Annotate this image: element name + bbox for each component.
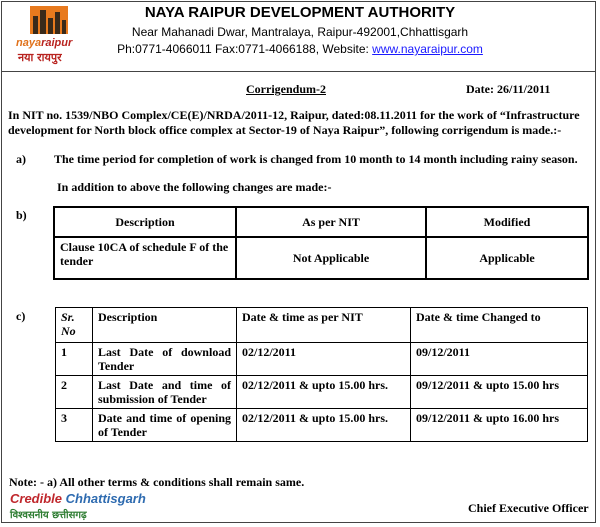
additional-changes: In addition to above the following changes are made:- [57, 180, 332, 194]
org-name: NAYA RAIPUR DEVELOPMENT AUTHORITY [144, 4, 456, 21]
contact-text: Ph:0771-4066011 Fax:0771-4066188, Website: [117, 42, 373, 56]
clause-header-description: Description [54, 207, 236, 237]
signatory: Chief Executive Officer [468, 501, 589, 515]
row-nit-date: 02/12/2011 [237, 343, 411, 376]
clause-header-as-per-nit: As per NIT [236, 207, 426, 237]
row-description: Last Date and time of submission of Tender [93, 376, 237, 409]
row-changed-date: 09/12/2011 & upto 16.00 hrs [411, 409, 588, 442]
dates-header-changed: Date & time Changed to [411, 308, 588, 343]
row-sr-no: 3 [56, 409, 93, 442]
row-description: Date and time of opening of Tender [93, 409, 237, 442]
item-a-text: The time period for completion of work is changed from 10 month to 14 month including rainy season. [54, 152, 578, 166]
clause-table [53, 206, 589, 280]
row-sr-no: 2 [56, 376, 93, 409]
corrigendum-date: Date: 26/11/2011 [466, 82, 551, 96]
table-row [56, 376, 588, 409]
badge-text-chhattisgarh: Chhattisgarh [65, 491, 146, 506]
org-address: Near Mahanadi Dwar, Mantralaya, Raipur-492001,Chhattisgarh [131, 25, 469, 39]
clause-modified: Applicable [426, 237, 588, 279]
table-row [56, 409, 588, 442]
logo-text-hindi: नया रायपुर [18, 51, 62, 64]
buildings-icon [30, 6, 68, 34]
dates-header-nit: Date & time as per NIT [237, 308, 411, 343]
row-changed-date: 09/12/2011 & upto 15.00 hrs [411, 376, 588, 409]
clause-header-modified: Modified [426, 207, 588, 237]
org-contact [90, 42, 510, 56]
website-link[interactable]: www.nayaraipur.com [372, 42, 483, 56]
table-row [54, 237, 588, 279]
row-changed-date: 09/12/2011 [411, 343, 588, 376]
logo-text-naya: naya [16, 37, 42, 49]
row-nit-date: 02/12/2011 & upto 15.00 hrs. [237, 376, 411, 409]
row-description: Last Date of download Tender [93, 343, 237, 376]
logo-text-raipur: raipur [41, 37, 73, 49]
item-c-label: c) [16, 309, 26, 323]
dates-table [55, 307, 588, 442]
clause-description: Clause 10CA of schedule F of the tender [54, 237, 236, 279]
clause-as-per-nit: Not Applicable [236, 237, 426, 279]
item-b-label: b) [16, 208, 27, 222]
nrda-logo [14, 6, 94, 66]
dates-header-description: Description [93, 308, 237, 343]
nit-intro: In NIT no. 1539/NBO Complex/CE(E)/NRDA/2011-12, Raipur, dated:08.11.2011 for the work of “Infrastructure development for North block office complex at Sector-19 of Naya Raipur”, following corrigendum is made.:- [8, 108, 580, 137]
row-sr-no: 1 [56, 343, 93, 376]
row-nit-date: 02/12/2011 & upto 15.00 hrs. [237, 409, 411, 442]
badge-text-credible: Credible [10, 491, 66, 506]
dates-header-sr-no: Sr. No [56, 308, 93, 343]
table-row [56, 343, 588, 376]
corrigendum-title: Corrigendum-2 [246, 82, 326, 96]
item-a-label: a) [16, 152, 26, 166]
header-divider [1, 71, 596, 72]
badge-text-hindi: विश्वसनीय छत्तीसगढ़ [10, 510, 87, 521]
credible-chhattisgarh-badge [10, 491, 160, 521]
note-text: Note: - a) All other terms & conditions shall remain same. [9, 475, 305, 489]
